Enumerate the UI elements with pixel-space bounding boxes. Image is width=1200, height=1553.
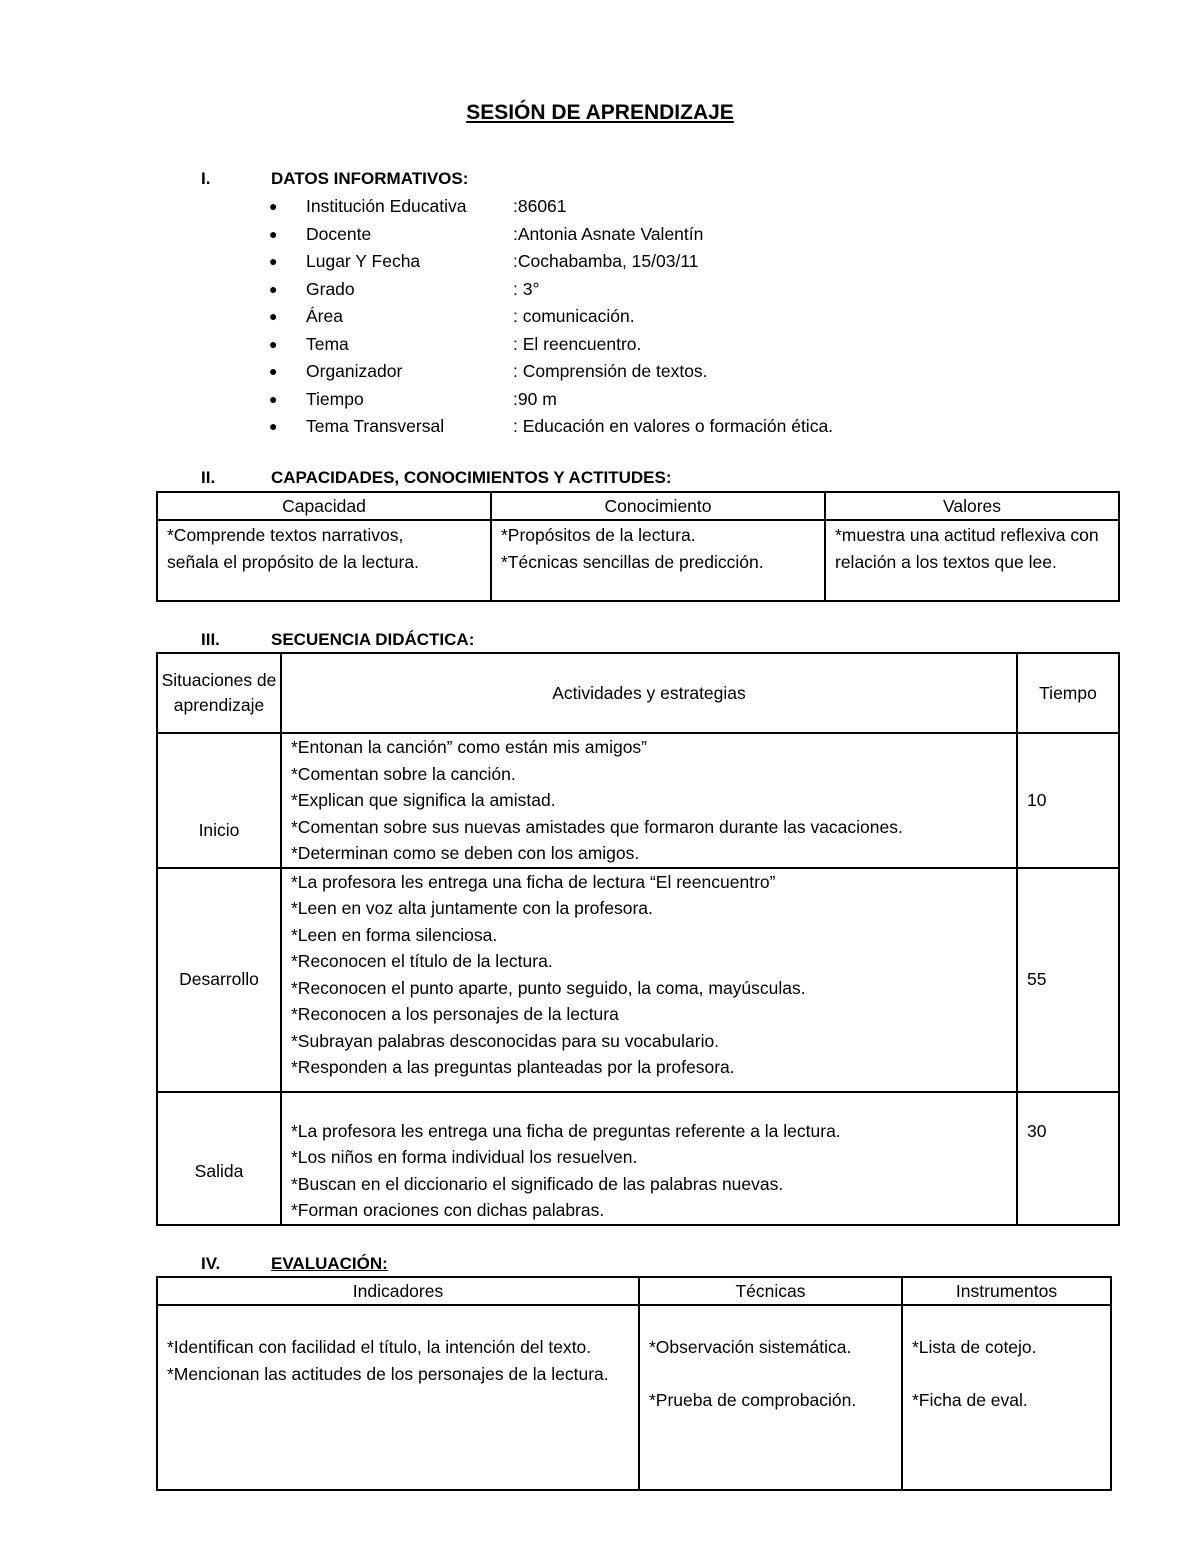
bullet-icon: ● xyxy=(269,335,278,352)
capacidades-table xyxy=(156,491,1120,602)
info-value: : 3° xyxy=(513,278,540,299)
activity-line: *Reconocen el punto aparte, punto seguido, la coma, mayúsculas. xyxy=(291,977,806,998)
bullet-icon: ● xyxy=(269,253,278,269)
section-title: CAPACIDADES, CONOCIMIENTOS Y ACTITUDES: xyxy=(271,468,672,487)
column-header-tecnicas: Técnicas xyxy=(639,1277,902,1305)
section-number: I. xyxy=(201,169,211,188)
cell-line: señala el propósito de la lectura. xyxy=(167,551,419,572)
activity-line: *Los niños en forma individual los resuelven. xyxy=(291,1147,638,1167)
instrumentos-cell xyxy=(902,1305,1111,1490)
activity-line: *Reconocen a los personajes de la lectura xyxy=(291,1004,619,1024)
actividades-cell xyxy=(281,868,1017,1092)
column-header-conocimiento: Conocimiento xyxy=(491,492,825,520)
activity-line: *Reconocen el título de la lectura. xyxy=(291,951,553,971)
bullet-icon: ● xyxy=(269,418,278,434)
instrumento-item: *Ficha de eval. xyxy=(912,1389,1028,1410)
secuencia-table xyxy=(156,652,1120,1226)
bullet-icon: ● xyxy=(269,280,278,297)
table-header-row xyxy=(157,1277,1111,1305)
activity-line: *Leen en voz alta juntamente con la profesora. xyxy=(291,898,653,918)
column-header-valores: Valores xyxy=(825,492,1119,520)
activity-line: *Buscan en el diccionario el significado de las palabras nuevas. xyxy=(291,1173,784,1194)
info-label: Tiempo xyxy=(306,388,364,409)
table-row-inicio xyxy=(157,733,1119,868)
activity-line: *Entonan la canción” como están mis amigos” xyxy=(291,737,648,757)
info-label: Docente xyxy=(306,223,372,244)
table-header-row xyxy=(157,653,1119,733)
activity-line: *Forman oraciones con dichas palabras. xyxy=(291,1200,605,1220)
indicador-item: *Mencionan las actitudes de los personajes de la lectura. xyxy=(167,1363,609,1384)
section-number: IV. xyxy=(201,1254,221,1273)
actividades-cell xyxy=(281,733,1017,868)
capacidad-cell xyxy=(157,520,491,601)
section-title: EVALUACIÓN: xyxy=(271,1254,388,1273)
indicador-item: *Identifican con facilidad el título, la intención del texto. xyxy=(167,1337,592,1357)
info-label: Tema xyxy=(306,333,349,354)
bullet-icon: ● xyxy=(269,225,278,242)
column-header-situaciones: Situaciones de aprendizaje xyxy=(157,653,281,733)
activity-line: *La profesora les entrega una ficha de preguntas referente a la lectura. xyxy=(291,1120,841,1141)
cell-line: *Propósitos de la lectura. xyxy=(501,525,696,545)
table-header-row xyxy=(157,492,1119,520)
activity-line: *Comentan sobre la canción. xyxy=(291,763,516,784)
situacion-cell: Inicio xyxy=(157,733,281,868)
valores-cell: *muestra una actitud reflexiva con relación a los textos que lee. xyxy=(825,520,1119,601)
info-value: :Cochabamba, 15/03/11 xyxy=(513,251,699,271)
info-value: : Comprensión de textos. xyxy=(513,361,708,381)
info-value: :90 m xyxy=(513,388,557,409)
info-value: :86061 xyxy=(513,196,567,216)
section-number: II. xyxy=(201,468,216,487)
tiempo-cell: 30 xyxy=(1017,1092,1119,1225)
info-label: Organizador xyxy=(306,361,403,381)
column-header-actividades: Actividades y estrategias xyxy=(281,653,1017,733)
activity-line: *Responden a las preguntas planteadas por la profesora. xyxy=(291,1057,735,1077)
tecnica-item: *Observación sistemática. xyxy=(649,1337,852,1357)
column-header-indicadores: Indicadores xyxy=(157,1277,639,1305)
tecnicas-cell xyxy=(639,1305,902,1490)
info-label: Grado xyxy=(306,278,355,299)
column-header-instrumentos: Instrumentos xyxy=(902,1277,1111,1305)
info-label: Lugar Y Fecha xyxy=(306,251,421,271)
page-title: SESIÓN DE APRENDIZAJE xyxy=(466,101,734,124)
tiempo-cell: 10 xyxy=(1017,733,1119,868)
info-value: : El reencuentro. xyxy=(513,333,642,354)
instrumento-item: *Lista de cotejo. xyxy=(912,1337,1037,1357)
info-label: Área xyxy=(306,306,343,326)
info-label: Tema Transversal xyxy=(306,416,445,436)
situacion-cell: Desarrollo xyxy=(157,868,281,1092)
info-label: Institución Educativa xyxy=(306,196,467,216)
cell-line: *Técnicas sencillas de predicción. xyxy=(501,551,764,572)
section-title: SECUENCIA DIDÁCTICA: xyxy=(271,630,475,649)
column-header-tiempo: Tiempo xyxy=(1017,653,1119,733)
section-title: DATOS INFORMATIVOS: xyxy=(271,169,469,188)
column-header-capacidad: Capacidad xyxy=(157,492,491,520)
situacion-cell: Salida xyxy=(157,1092,281,1225)
info-value: : comunicación. xyxy=(513,306,635,326)
conocimiento-cell xyxy=(491,520,825,601)
section-number: III. xyxy=(201,630,220,649)
activity-line: *Comentan sobre sus nuevas amistades que formaron durante las vacaciones. xyxy=(291,816,903,837)
activity-line: *Leen en forma silenciosa. xyxy=(291,924,498,945)
indicadores-cell xyxy=(157,1305,639,1490)
tiempo-cell: 55 xyxy=(1017,868,1119,1092)
tecnica-item: *Prueba de comprobación. xyxy=(649,1389,857,1410)
actividades-cell xyxy=(281,1092,1017,1225)
bullet-icon: ● xyxy=(269,198,278,214)
bullet-icon: ● xyxy=(269,390,278,407)
evaluacion-table xyxy=(156,1276,1112,1491)
table-row xyxy=(157,1305,1111,1490)
table-row xyxy=(157,520,1119,601)
activity-line: *Determinan como se deben con los amigos. xyxy=(291,843,640,863)
activity-line: *Explican que significa la amistad. xyxy=(291,790,556,810)
table-row-salida xyxy=(157,1092,1119,1225)
cell-line: *Comprende textos narrativos, xyxy=(167,525,404,545)
bullet-icon: ● xyxy=(269,308,278,324)
activity-line: *La profesora les entrega una ficha de lectura “El reencuentro” xyxy=(291,871,776,892)
bullet-icon: ● xyxy=(269,363,278,379)
info-value: : Educación en valores o formación ética. xyxy=(513,416,834,436)
activity-line: *Subrayan palabras desconocidas para su vocabulario. xyxy=(291,1030,720,1051)
table-row-desarrollo xyxy=(157,868,1119,1092)
info-value: :Antonia Asnate Valentín xyxy=(513,223,704,244)
